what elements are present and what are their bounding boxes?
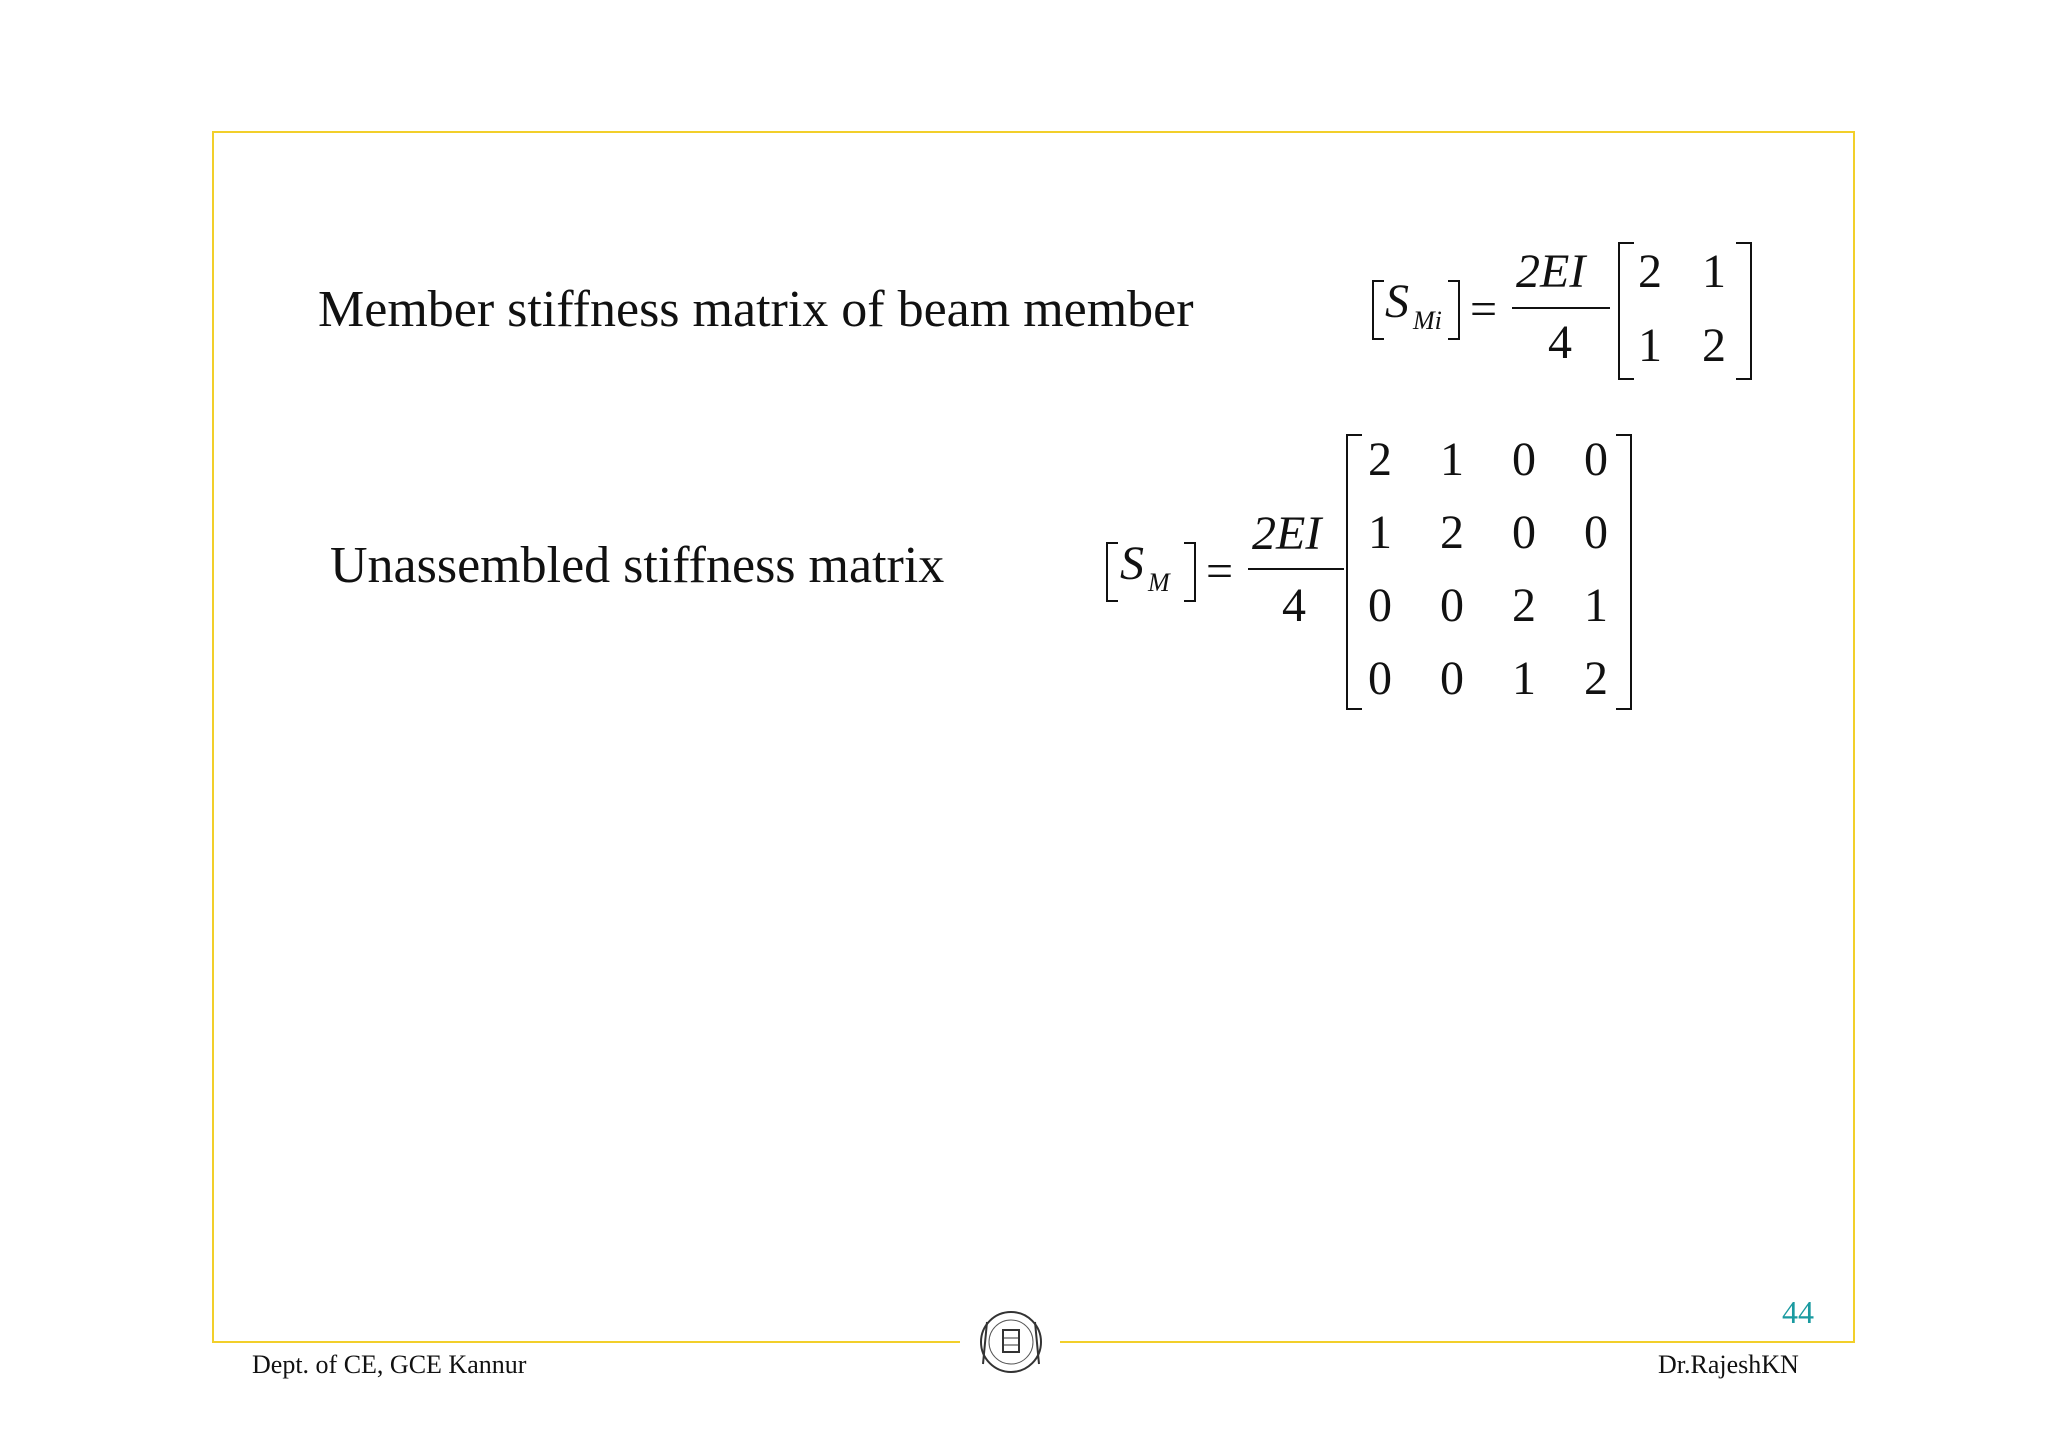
fraction-numerator: 2EI <box>1252 507 1322 560</box>
college-seal-icon <box>975 1302 1047 1382</box>
equals-sign: = <box>1470 283 1498 336</box>
matrix-cell: 1 <box>1440 433 1464 486</box>
footer-author: Dr.RajeshKN <box>1658 1350 1799 1379</box>
fraction-numerator: 2EI <box>1516 245 1586 298</box>
lhs-right-bracket <box>1184 542 1196 602</box>
matrix-cell: 0 <box>1512 433 1536 486</box>
matrix-cell: 0 <box>1368 579 1392 632</box>
matrix-cell: 2 <box>1638 245 1662 298</box>
matrix-cell: 2 <box>1584 652 1608 705</box>
matrix-right-bracket <box>1736 242 1752 380</box>
matrix-cell: 0 <box>1512 506 1536 559</box>
lhs-left-bracket <box>1372 280 1384 340</box>
lhs-subscript: Mi <box>1413 306 1442 335</box>
lhs-left-bracket <box>1106 542 1118 602</box>
matrix-cell: 0 <box>1440 652 1464 705</box>
lhs-subscript: M <box>1148 568 1170 597</box>
fraction-denominator: 4 <box>1282 579 1306 632</box>
matrix-cell: 2 <box>1512 579 1536 632</box>
matrix-cell: 1 <box>1512 652 1536 705</box>
fraction-bar <box>1248 568 1344 570</box>
matrix-cell: 2 <box>1368 433 1392 486</box>
page-number: 44 <box>1782 1294 1814 1330</box>
member-stiffness-label: Member stiffness matrix of beam member <box>318 281 1194 338</box>
footer-department: Dept. of CE, GCE Kannur <box>252 1350 527 1379</box>
lhs-right-bracket <box>1448 280 1460 340</box>
lhs-symbol: S <box>1385 275 1409 328</box>
lhs-symbol: S <box>1120 537 1144 590</box>
matrix-cell: 1 <box>1638 319 1662 372</box>
matrix-cell: 1 <box>1702 245 1726 298</box>
matrix-cell: 0 <box>1368 652 1392 705</box>
matrix-cell: 1 <box>1368 506 1392 559</box>
matrix-cell: 0 <box>1584 506 1608 559</box>
matrix-cell: 1 <box>1584 579 1608 632</box>
matrix-cell: 0 <box>1440 579 1464 632</box>
matrix-cell: 2 <box>1702 319 1726 372</box>
matrix-cell: 0 <box>1584 433 1608 486</box>
matrix-cell: 2 <box>1440 506 1464 559</box>
matrix-right-bracket <box>1616 434 1632 710</box>
unassembled-stiffness-label: Unassembled stiffness matrix <box>330 537 945 594</box>
equals-sign: = <box>1206 545 1234 598</box>
fraction-denominator: 4 <box>1548 316 1572 369</box>
fraction-bar <box>1512 307 1610 309</box>
